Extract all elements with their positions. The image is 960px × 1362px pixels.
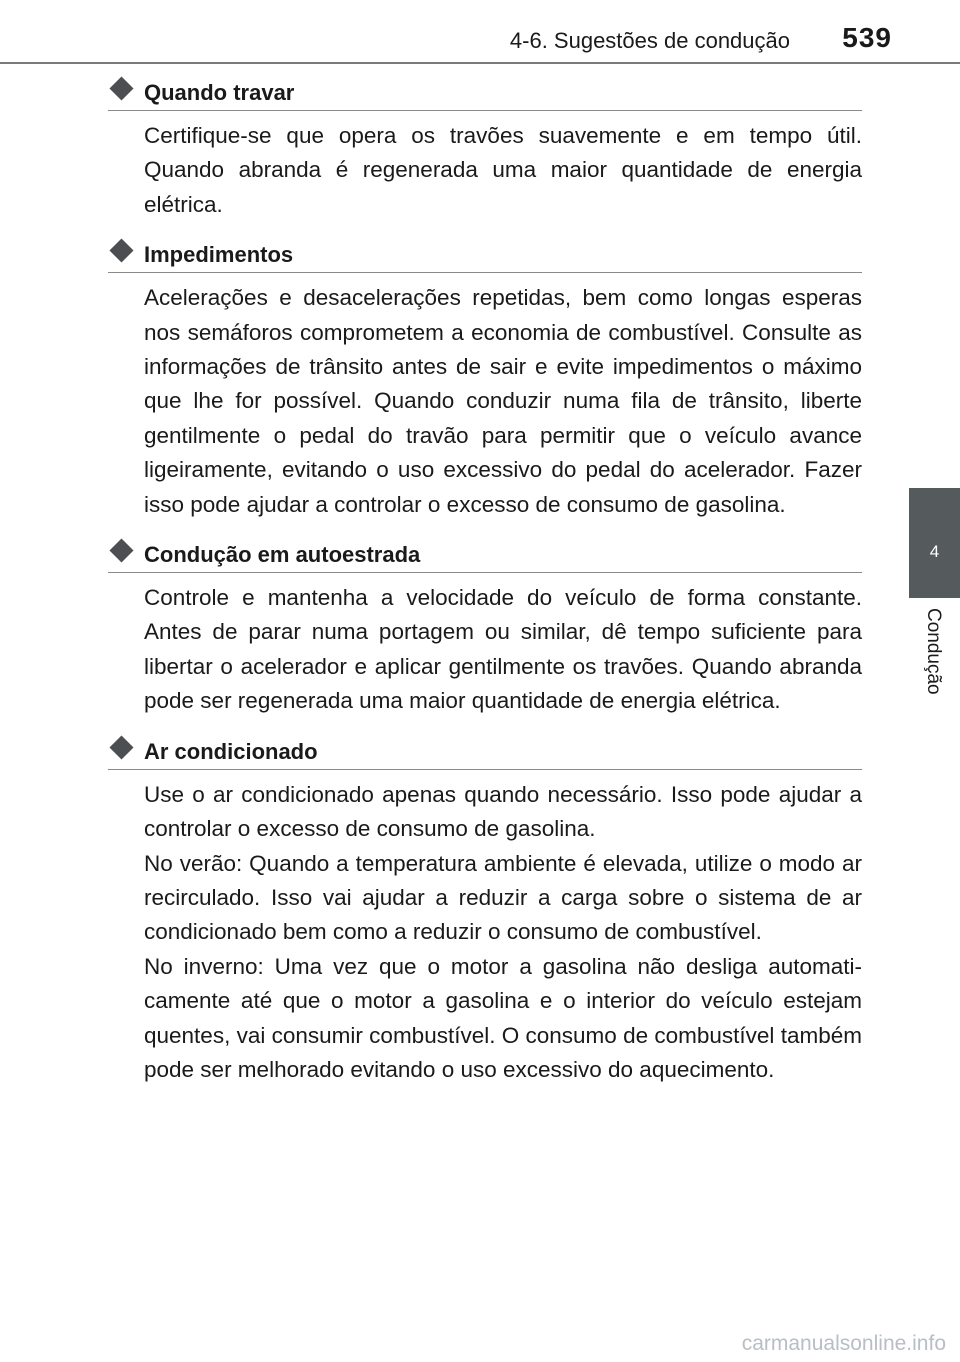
chapter-number: 4 <box>929 542 940 561</box>
diamond-bullet-icon <box>109 76 133 100</box>
section-heading-text: Quando travar <box>144 80 295 105</box>
chapter-tab <box>909 488 960 598</box>
section-ar-condicionado <box>108 733 862 1088</box>
section-title: 4-6. Sugestões de condução <box>509 28 790 53</box>
chapter-title: Condução <box>923 608 944 695</box>
diamond-bullet-icon <box>109 239 133 263</box>
section-impedimentos <box>108 236 862 522</box>
section-quando-travar <box>108 74 862 222</box>
diamond-bullet-icon <box>109 539 133 563</box>
section-heading-text: Condução em autoestrada <box>144 542 421 568</box>
paragraph: No inverno: Uma vez que o motor a gasolina não desliga automaticamente até que o motor a gasolina e o interior do veículo estejam quentes, vai consumir combustível. O consumo de combustível também pode ser melhorado evitando o uso excessivo do aquecimento. <box>144 953 862 1082</box>
section-heading <box>108 733 862 770</box>
watermark: carmanualsonline.info <box>741 1332 946 1355</box>
paragraph: Use o ar condicionado apenas quando necessário. Isso pode ajudar a controlar o excesso de consumo de gasolina. <box>144 781 862 842</box>
section-heading <box>108 536 862 573</box>
section-heading <box>108 236 862 273</box>
section-heading-text: Ar condicionado <box>144 738 318 764</box>
page-content <box>108 74 862 1087</box>
paragraph: No verão: Quando a temperatura ambiente é elevada, utilize o modo ar recirculado. Isso vai ajudar a reduzir a carga sobre o sistema de ar condicionado bem como a reduzir o consumo de combustível. <box>144 850 862 945</box>
section-body <box>108 273 862 522</box>
section-body <box>108 111 862 222</box>
paragraph: Controle e mantenha a velocidade do veículo de forma constante. Antes de parar numa portagem ou similar, dê tempo suficiente para libertar o acelerador e aplicar gentilmente os travões. Quando abranda pode ser regenerada uma maior quantidade de energia elétrica. <box>144 585 862 714</box>
diamond-bullet-icon <box>109 735 133 759</box>
section-conducao-em-autoestrada <box>108 536 862 719</box>
section-heading-text: Impedimentos <box>144 242 294 268</box>
header-divider <box>0 62 960 64</box>
page-header <box>0 0 960 60</box>
section-heading <box>108 74 862 111</box>
paragraph: Certifique-se que opera os travões suavemente e em tempo útil. Quando abranda é regenerada uma maior quantidade de energia elétrica. <box>144 123 862 217</box>
section-body <box>108 573 862 719</box>
section-body <box>108 770 862 1088</box>
page-number: 539 <box>842 22 892 53</box>
paragraph: Acelerações e desacelerações repetidas, bem como longas esperas nos semáforos comprometem a economia de combustível. Consulte as informações de trânsito antes de sair e evite impedimentos o máximo que lhe for possível. Quando conduzir numa fila de trânsito, liberte gentilmente o pedal do travão para permitir que o veículo avance ligeiramente, evitando o uso excessivo do pedal do acelerador. Fazer isso pode ajudar a controlar o excesso de consumo de gasolina. <box>144 285 862 517</box>
